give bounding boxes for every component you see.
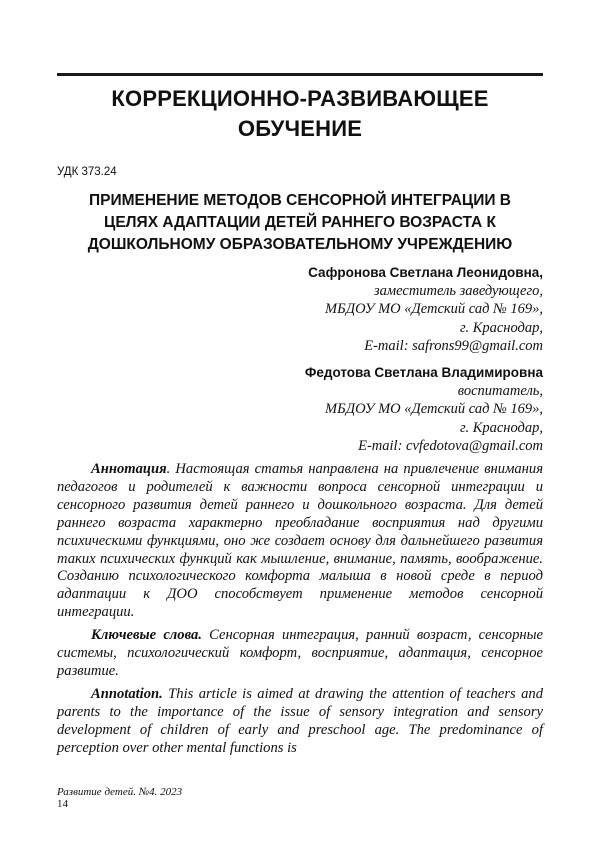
article-title-line-3: ДОШКОЛЬНОМУ ОБРАЗОВАТЕЛЬНОМУ УЧРЕЖДЕНИЮ [87,236,513,253]
author-email: E-mail: safrons99@gmail.com [364,337,543,354]
author-block-1 [57,264,543,355]
article-title-line-2: ЦЕЛЯХ АДАПТАЦИИ ДЕТЕЙ РАННЕГО ВОЗРАСТА К [104,214,496,231]
article-body [57,461,543,763]
keywords-ru-label: Ключевые слова. [91,627,202,644]
section-title-line-1: КОРРЕКЦИОННО-РАЗВИВАЮЩЕЕ [111,86,489,111]
abstract-en-label: Annotation. [91,685,163,702]
section-title-line-2: ОБУЧЕНИЕ [237,116,363,141]
author-city: г. Краснодар, [460,319,543,336]
abstract-ru-text: . Настоящая статья направлена на привлечение внимания педагогов и родителей к важности вопроса сенсорной интеграции и сенсорного развития детей раннего и дошкольного возраста. Для детей раннего возраста характерно преобладание восприятия над другими психическими функциями, оно же создает основу для дальнейшего развития таких психических функций как мышление, внимание, память, воображение. Созданию психологического комфорта малыша в новой среде в период адаптации к ДОО способствует применение методов сенсорной интеграции. [57,461,543,621]
author-name: Сафронова Светлана Леонидовна, [308,265,543,280]
page-number: 14 [57,798,68,810]
abstract-ru-label: Аннотация [91,461,167,477]
author-organization: МБДОУ МО «Детский сад № 169», [325,401,543,418]
abstract-en [57,686,543,758]
abstract-ru [57,461,543,622]
page-footer [57,786,182,810]
author-email: E-mail: cvfedotova@gmail.com [358,437,543,454]
author-block-2 [57,364,543,455]
author-city: г. Краснодар, [460,419,543,436]
section-title [57,84,543,144]
abstract-en-text: This article is aimed at drawing the attention of teachers and parents to the importance of the issue of sensory integration and sensory development of children of early and preschool age. The predominance of perception over other mental functions is [57,685,543,756]
keywords-ru-text: Сенсорная интеграция, ранний возраст, сенсорные системы, психологический комфорт, восприятие, адаптация, сенсорное развитие. [57,627,543,679]
author-position: заместитель заведующего, [373,283,543,300]
journal-issue: Развитие детей. №4. 2023 [57,786,183,798]
udc-code: УДК 373.24 [57,166,117,178]
article-title-line-1: ПРИМЕНЕНИЕ МЕТОДОВ СЕНСОРНОЙ ИНТЕГРАЦИИ В [89,192,511,209]
author-position: воспитатель, [457,383,543,400]
author-name: Федотова Светлана Владимировна [304,365,543,380]
keywords-ru [57,627,543,681]
article-title [57,190,543,256]
top-rule [57,73,543,76]
author-organization: МБДОУ МО «Детский сад № 169», [325,301,543,318]
